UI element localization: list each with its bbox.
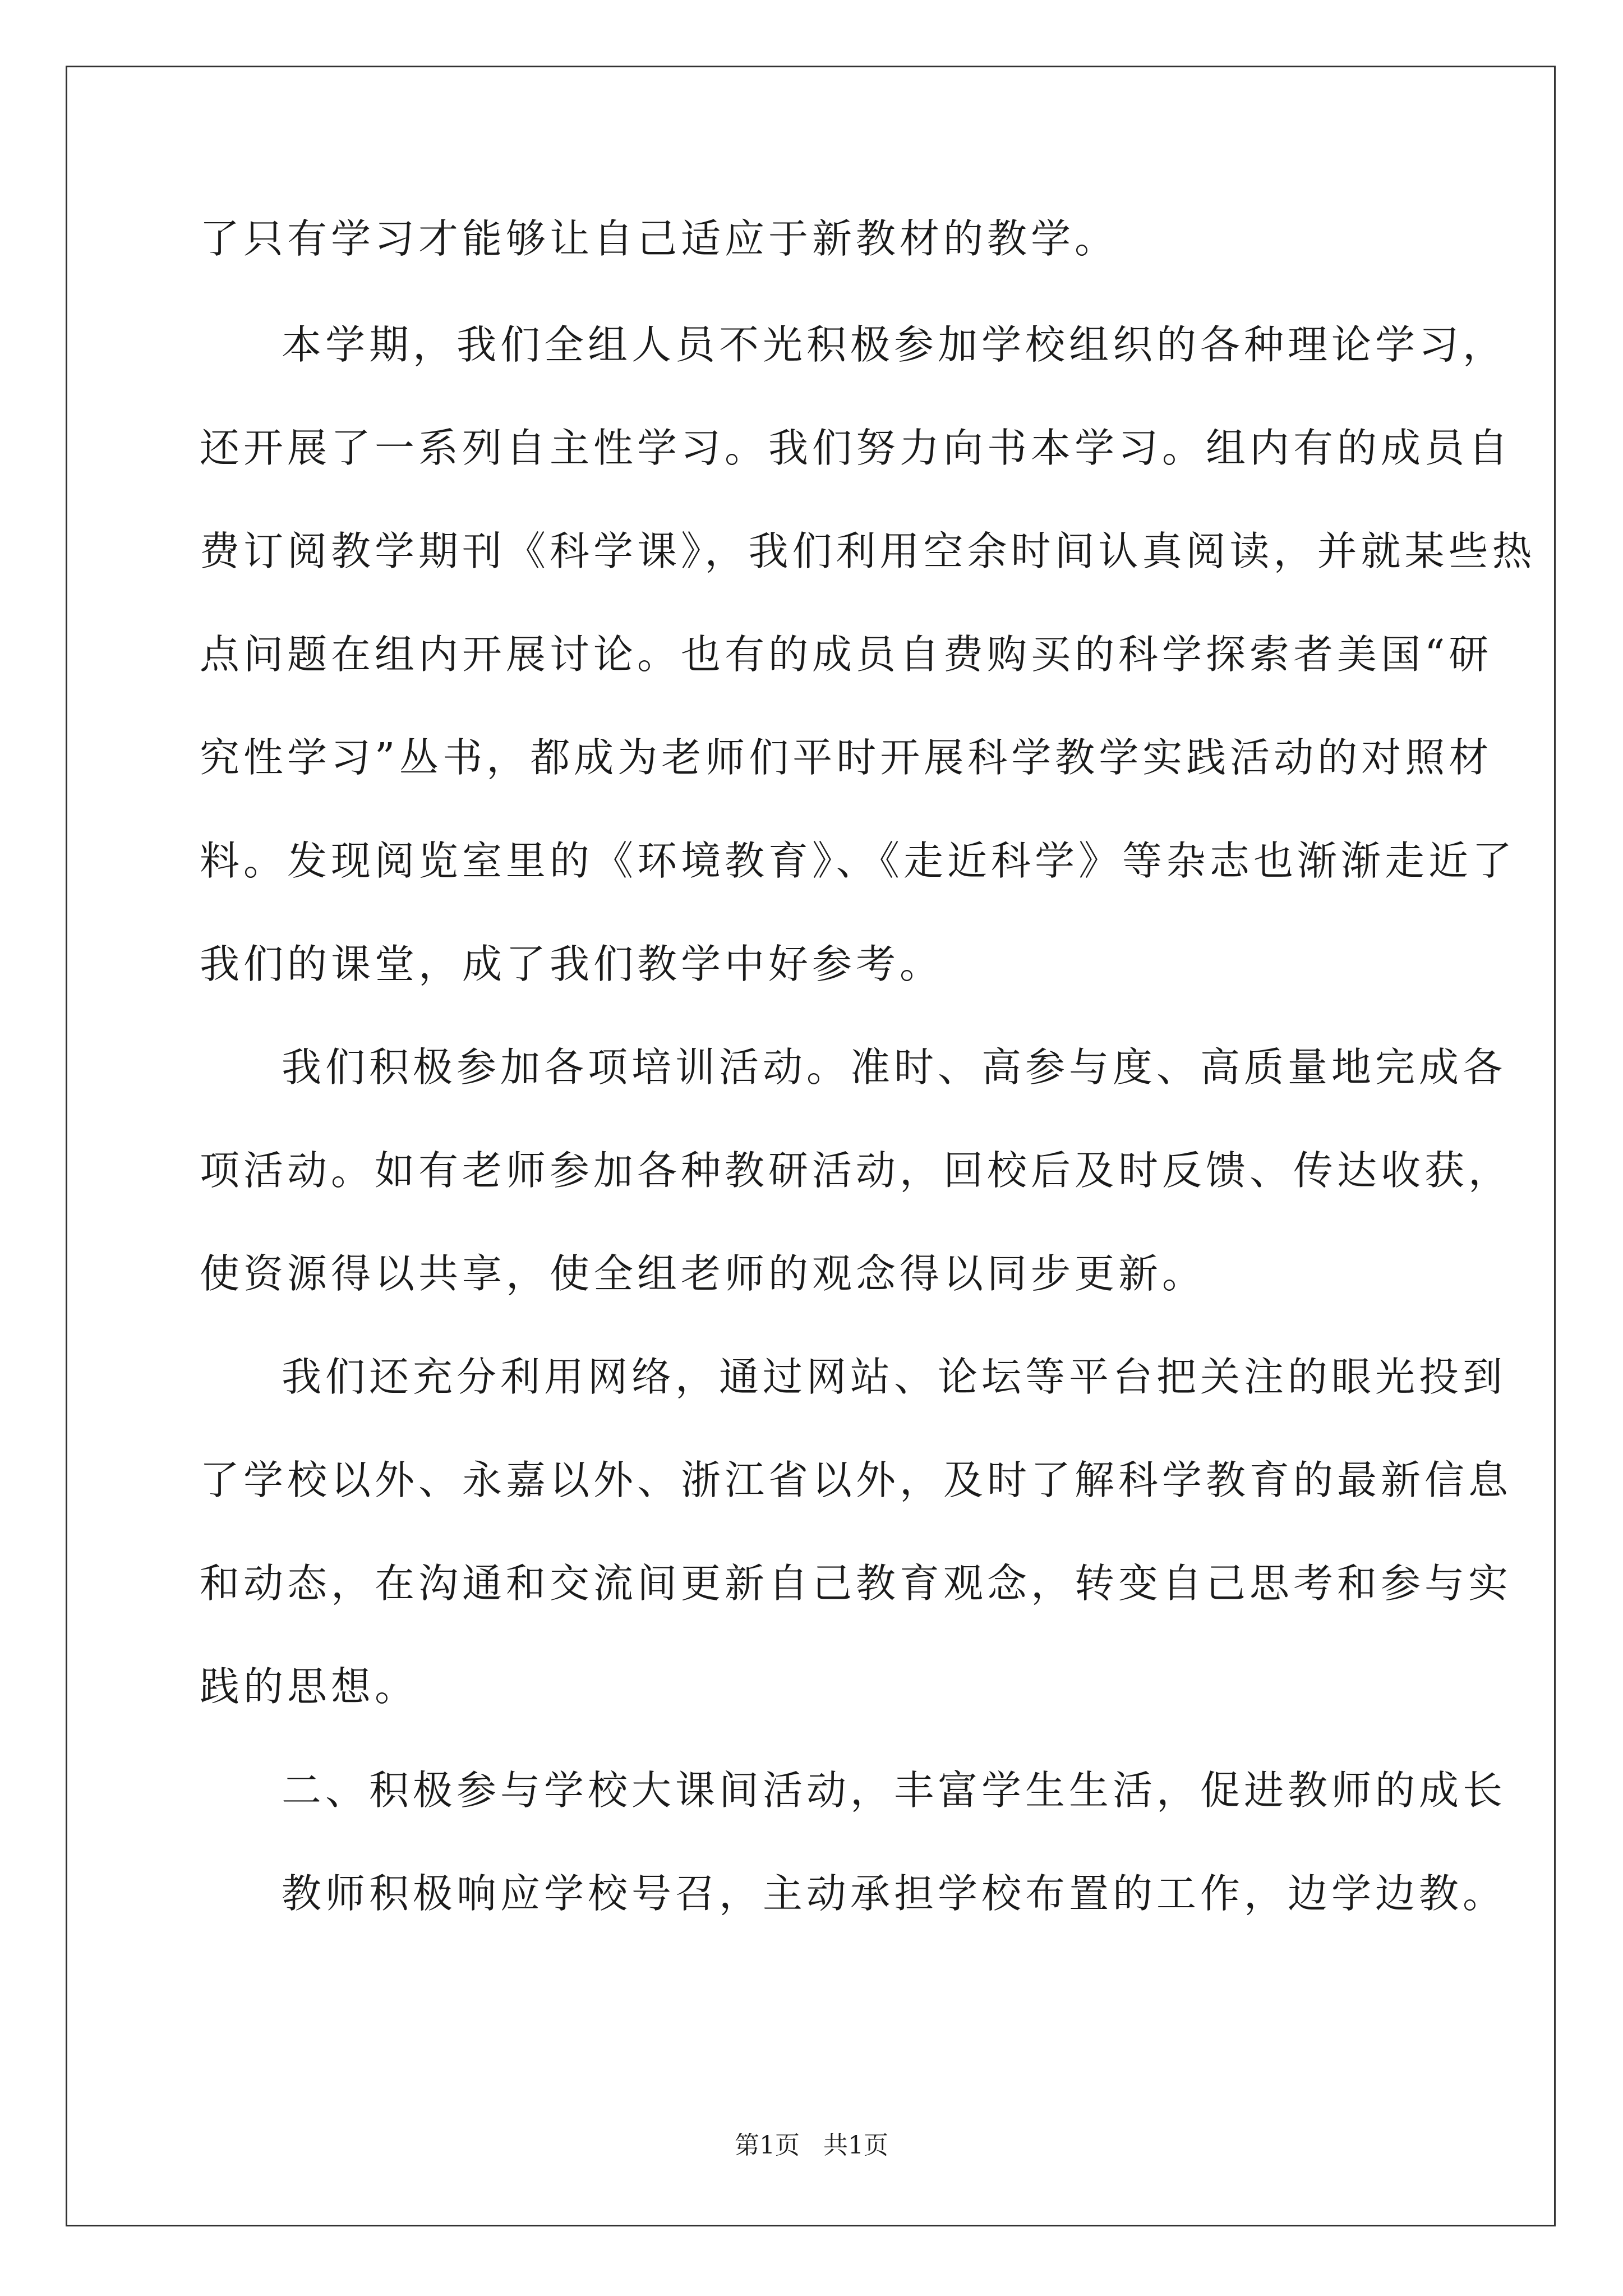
text-line: 和动态，在沟通和交流间更新自己教育观念，转变自己思考和参与实 bbox=[200, 1560, 1513, 1607]
text-line: 究性学习”丛书，都成为老师们平时开展科学教学实践活动的对照材 bbox=[200, 734, 1493, 781]
text-line: 点问题在组内开展讨论。也有的成员自费购买的科学探索者美国“研 bbox=[200, 631, 1493, 678]
text-line: 我们的课堂，成了我们教学中好参考。 bbox=[200, 941, 944, 987]
text-line: 了学校以外、永嘉以外、浙江省以外，及时了解科学教育的最新信息 bbox=[200, 1457, 1513, 1503]
text-line: 费订阅教学期刊《科学课》，我们利用空余时间认真阅读，并就某些热 bbox=[200, 528, 1536, 574]
text-line: 了只有学习才能够让自己适应于新教材的教学。 bbox=[200, 215, 1119, 262]
paragraph-first-line: 我们还充分利用网络，通过网站、论坛等平台把关注的眼光投到 bbox=[282, 1354, 1507, 1400]
paragraph-first-line: 教师积极响应学校号召，主动承担学校布置的工作，边学边教。 bbox=[282, 1870, 1507, 1917]
paragraph-first-line: 我们积极参加各项培训活动。准时、高参与度、高质量地完成各 bbox=[282, 1044, 1507, 1091]
text-line: 料。发现阅览室里的《环境教育》、《走近科学》等杂志也渐渐走近了 bbox=[200, 838, 1516, 884]
section-heading: 二、积极参与学校大课间活动，丰富学生生活，促进教师的成长 bbox=[282, 1767, 1507, 1814]
text-line: 项活动。如有老师参加各种教研活动，回校后及时反馈、传达收获， bbox=[200, 1147, 1513, 1194]
text-line: 践的思想。 bbox=[200, 1663, 419, 1710]
page-footer: 第1页 共1页 bbox=[735, 2131, 888, 2160]
text-line: 使资源得以共享，使全组老师的观念得以同步更新。 bbox=[200, 1250, 1206, 1297]
text-line: 还开展了一系列自主性学习。我们努力向书本学习。组内有的成员自 bbox=[200, 425, 1513, 471]
paragraph-first-line: 本学期，我们全组人员不光积极参加学校组织的各种理论学习， bbox=[282, 321, 1507, 368]
